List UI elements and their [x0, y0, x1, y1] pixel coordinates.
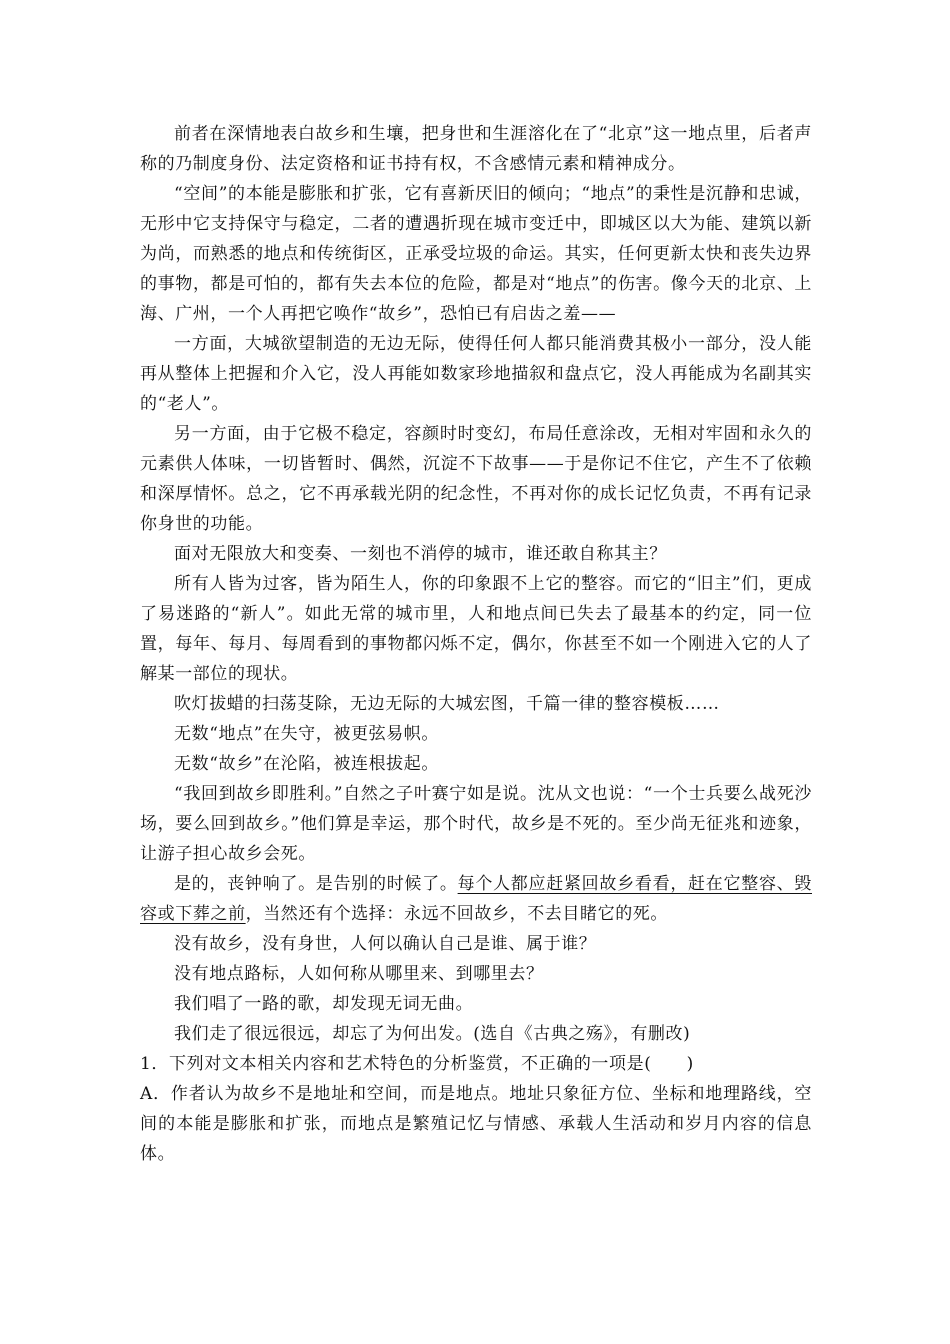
document-page: [140, 119, 812, 1169]
paragraph-8: 无数“地点”在失守，被更弦易帜。: [174, 724, 439, 744]
option-a: A．作者认为故乡不是地址和空间，而是地点。地址只象征方位、坐标和地理路线，空间的本能是膨胀和扩张，而地点是繁殖记忆与情感、承载人生活动和岁月内容的信息体。: [140, 1084, 812, 1164]
paragraph-3: 一方面，大城欲望制造的无边无际，使得任何人都只能消费其极小一部分，没人能再从整体上把握和介入它，没人再能如数家珍地描叙和盘点它，没人再能成为名副其实的“老人”。: [140, 334, 812, 414]
paragraph-11-lead: 是的，丧钟响了。是告别的时候了。: [174, 874, 458, 894]
paragraph-13: 没有地点路标，人如何称从哪里来、到哪里去？: [174, 964, 544, 984]
question-stem: 1．下列对文本相关内容和艺术特色的分析鉴赏，不正确的一项是( ): [140, 1054, 694, 1074]
paragraph-1: 前者在深情地表白故乡和生壤，把身世和生涯溶化在了“北京”这一地点里，后者声称的乃制度身份、法定资格和证书持有权，不含感情元素和精神成分。: [140, 124, 812, 174]
paragraph-6: 所有人皆为过客，皆为陌生人，你的印象跟不上它的整容。而它的“旧主”们，更成了易迷路的“新人”。如此无常的城市里，人和地点间已失去了最基本的约定，同一位置，每年、每月、每周看到的事物都闪烁不定，偶尔，你甚至不如一个刚进入它的人了解某一部位的现状。: [140, 574, 812, 684]
paragraph-10: “我回到故乡即胜利。”自然之子叶赛宁如是说。沈从文也说：“一个士兵要么战死沙场，要么回到故乡。”他们算是幸运，那个时代，故乡是不死的。至少尚无征兆和迹象，让游子担心故乡会死。: [140, 784, 812, 864]
paragraph-15: 我们走了很远很远，却忘了为何出发。(选自《古典之殇》，有删改): [174, 1024, 691, 1044]
paragraph-11-tail: ，当然还有个选择：永远不回故乡，不去目睹它的死。: [245, 904, 669, 924]
paragraph-4: 另一方面，由于它极不稳定，容颜时时变幻，布局任意涂改，无相对牢固和永久的元素供人体味，一切皆暂时、偶然，沉淀不下故事——于是你记不住它，产生不了依赖和深厚情怀。总之，它不再承载光阴的纪念性，不再对你的成长记忆负责，不再有记录你身世的功能。: [140, 424, 812, 534]
paragraph-12: 没有故乡，没有身世，人何以确认自己是谁、属于谁？: [174, 934, 597, 954]
paragraph-5: 面对无限放大和变奏、一刻也不消停的城市，谁还敢自称其主？: [174, 544, 667, 564]
paragraph-11: [140, 869, 812, 929]
paragraph-9: 无数“故乡”在沦陷，被连根拔起。: [174, 754, 439, 774]
underlined-sentence: 每个人都应赶紧回故乡看看，赶在它整容、毁容或下葬之前: [140, 874, 812, 924]
paragraph-7: 吹灯拔蜡的扫荡芟除，无边无际的大城宏图，千篇一律的整容模板……: [174, 694, 720, 714]
paragraph-14: 我们唱了一路的歌，却发现无词无曲。: [174, 994, 474, 1014]
paragraph-2: “空间”的本能是膨胀和扩张，它有喜新厌旧的倾向；“地点”的秉性是沉静和忠诚，无形中它支持保守与稳定，二者的遭遇折现在城市变迁中，即城区以大为能、建筑以新为尚，而熟悉的地点和传统街区，正承受垃圾的命运。其实，任何更新太快和丧失边界的事物，都是可怕的，都有失去本位的危险，都是对“地点”的伤害。像今天的北京、上海、广州，一个人再把它唤作“故乡”，恐怕已有启齿之羞——: [140, 184, 812, 324]
